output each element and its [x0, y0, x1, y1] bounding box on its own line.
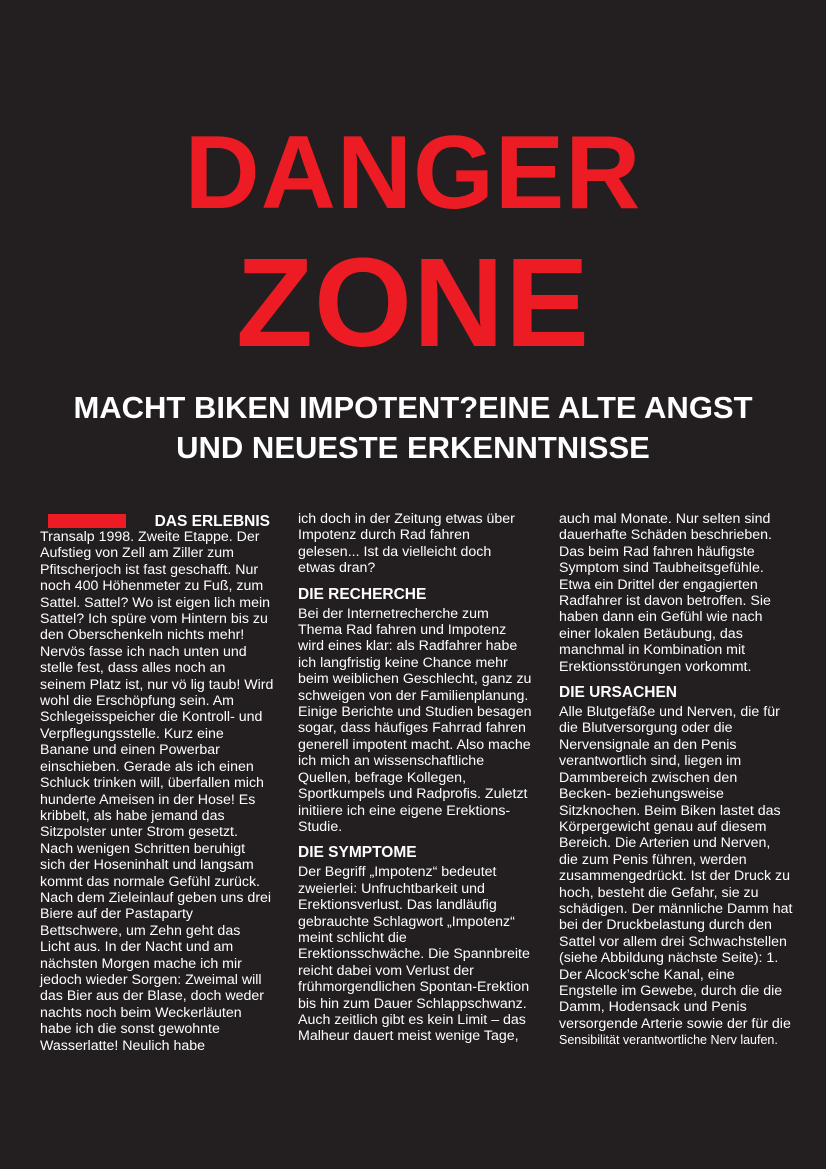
- heading-symptome: DIE SYMPTOME: [298, 844, 417, 862]
- text-recherche: Bei der Internetrecherche zum Thema Rad fahren und Impotenz wird eines klar: als Radfahrer habe ich langfristig keine Chance mehr beim weiblichen Geschlecht, ganz zu schweigen von der Familienplanung. Einige Berichte und Studien besagen sogar, dass häufiges Fahrrad fahren generell impotent macht. Also mache ich mich an wissenschaftliche Quellen, befrage Kollegen, Sportkumpels und Radprofis. Zuletzt initiiere ich eine eigene Erektions-Studie.: [298, 605, 532, 835]
- column-1: [40, 511, 274, 1054]
- text-symptome: Der Begriff „Impotenz“ bedeutet zweierlei: Unfruchtbarkeit und Erektionsverlust. Das landläufig gebrauchte Schlagwort „Impotenz“ meint schlicht die Erektionsschwäche. Die Spannbreite reicht dabei vom Verlust der frühmorgendlichen Spontan-Erektion bis hin zum Dauer Schlappschwanz. Auch zeitlich gibt es kein Limit – das Malheur dauert meist wenige Tage,: [298, 864, 530, 1045]
- title-zone: ZONE: [235, 232, 590, 373]
- title-danger: DANGER: [184, 115, 642, 231]
- text-ursachen-last-line: Sensibilität verantwortliche Nerv laufen.: [559, 1033, 778, 1048]
- section-header-erlebnis: [40, 511, 274, 529]
- column-3: [559, 511, 793, 1049]
- text-erlebnis: Transalp 1998. Zweite Etappe. Der Aufstieg von Zell am Ziller zum Pfitscherjoch ist fast geschafft. Nur noch 400 Höhenmeter zu Fuß, zum Sattel. Sattel? Wo ist eigen lich mein Sattel? Ich spüre vom Hintern bis zu den Oberschenkeln nichts mehr! Nervös fasse ich nach unten und stelle fest, dass alles noch an seinem Platz ist, nur vö lig taub! Wird wohl die Erschöpfung sein. Am Schlegeisspeicher die Kontroll- und Verpflegungsstelle. Kurz eine Banane und einen Powerbar einschieben. Gerade als ich einen Schluck trinken will, überfallen mich hunderte Ameisen in der Hose! Es kribbelt, als habe jemand das Sitzpolster unter Strom gesetzt. Nach wenigen Schritten beruhigt sich der Hoseninhalt und langsam kommt das normale Gefühl zurück. Nach dem Zieleinlauf geben uns drei Biere auf der Pastaparty Bettschwere, um Zehn geht das Licht aus. In der Nacht und am nächsten Morgen mache ich mir jedoch wieder Sorgen: Zweimal will das Bier aus der Blase, doch weder nachts noch beim Weckerläuten habe ich die sonst gewohnte Wasserlatte! Neulich habe: [40, 529, 274, 1054]
- column-2: [298, 511, 532, 1045]
- heading-ursachen: DIE URSACHEN: [559, 684, 677, 702]
- subtitle: MACHT BIKEN IMPOTENT?EINE ALTE ANGST UND NEUESTE ERKENNTNISSE: [73, 390, 753, 465]
- text-symptome-continued: auch mal Monate. Nur selten sind dauerhafte Schäden beschrieben. Das beim Rad fahren häufigste Symptom sind Taubheitsgefühle. Etwa ein Drittel der engagierten Radfahrer ist davon betroffen. Sie haben dann ein Gefühl wie nach einer lokalen Betäubung, das manchmal in Kombination mit Erektionsstörungen vorkommt.: [559, 511, 772, 675]
- heading-recherche: DIE RECHERCHE: [298, 585, 427, 603]
- heading-erlebnis: DAS ERLEBNIS: [154, 513, 270, 530]
- red-accent-bar: [48, 514, 126, 528]
- text-ursachen: Alle Blutgefäße und Nerven, die für die Blutversorgung oder die Nervensignale an den Penis verantwortlich sind, liegen im Dammbereich zwischen den Becken- beziehungsweise Sitzknochen. Beim Biken lastet das Körpergewicht genau auf diesem Bereich. Die Arterien und Nerven, die zum Penis führen, werden zusammengedrückt. Ist der Druck zu hoch, besteht die Gefahr, sie zu schädigen. Der männliche Damm hat bei der Druckbelastung durch den Sattel vor allem drei Schwachstellen (siehe Abbildung nächste Seite): 1. Der Alcock’sche Kanal, eine Engstelle im Gewebe, durch die die Damm, Hodensack und Penis versorgende Arterie sowie der für die: [559, 704, 793, 1032]
- text-erlebnis-continued: ich doch in der Zeitung etwas über Impotenz durch Rad fahren gelesen... Ist da vielleicht doch etwas dran?: [298, 511, 515, 577]
